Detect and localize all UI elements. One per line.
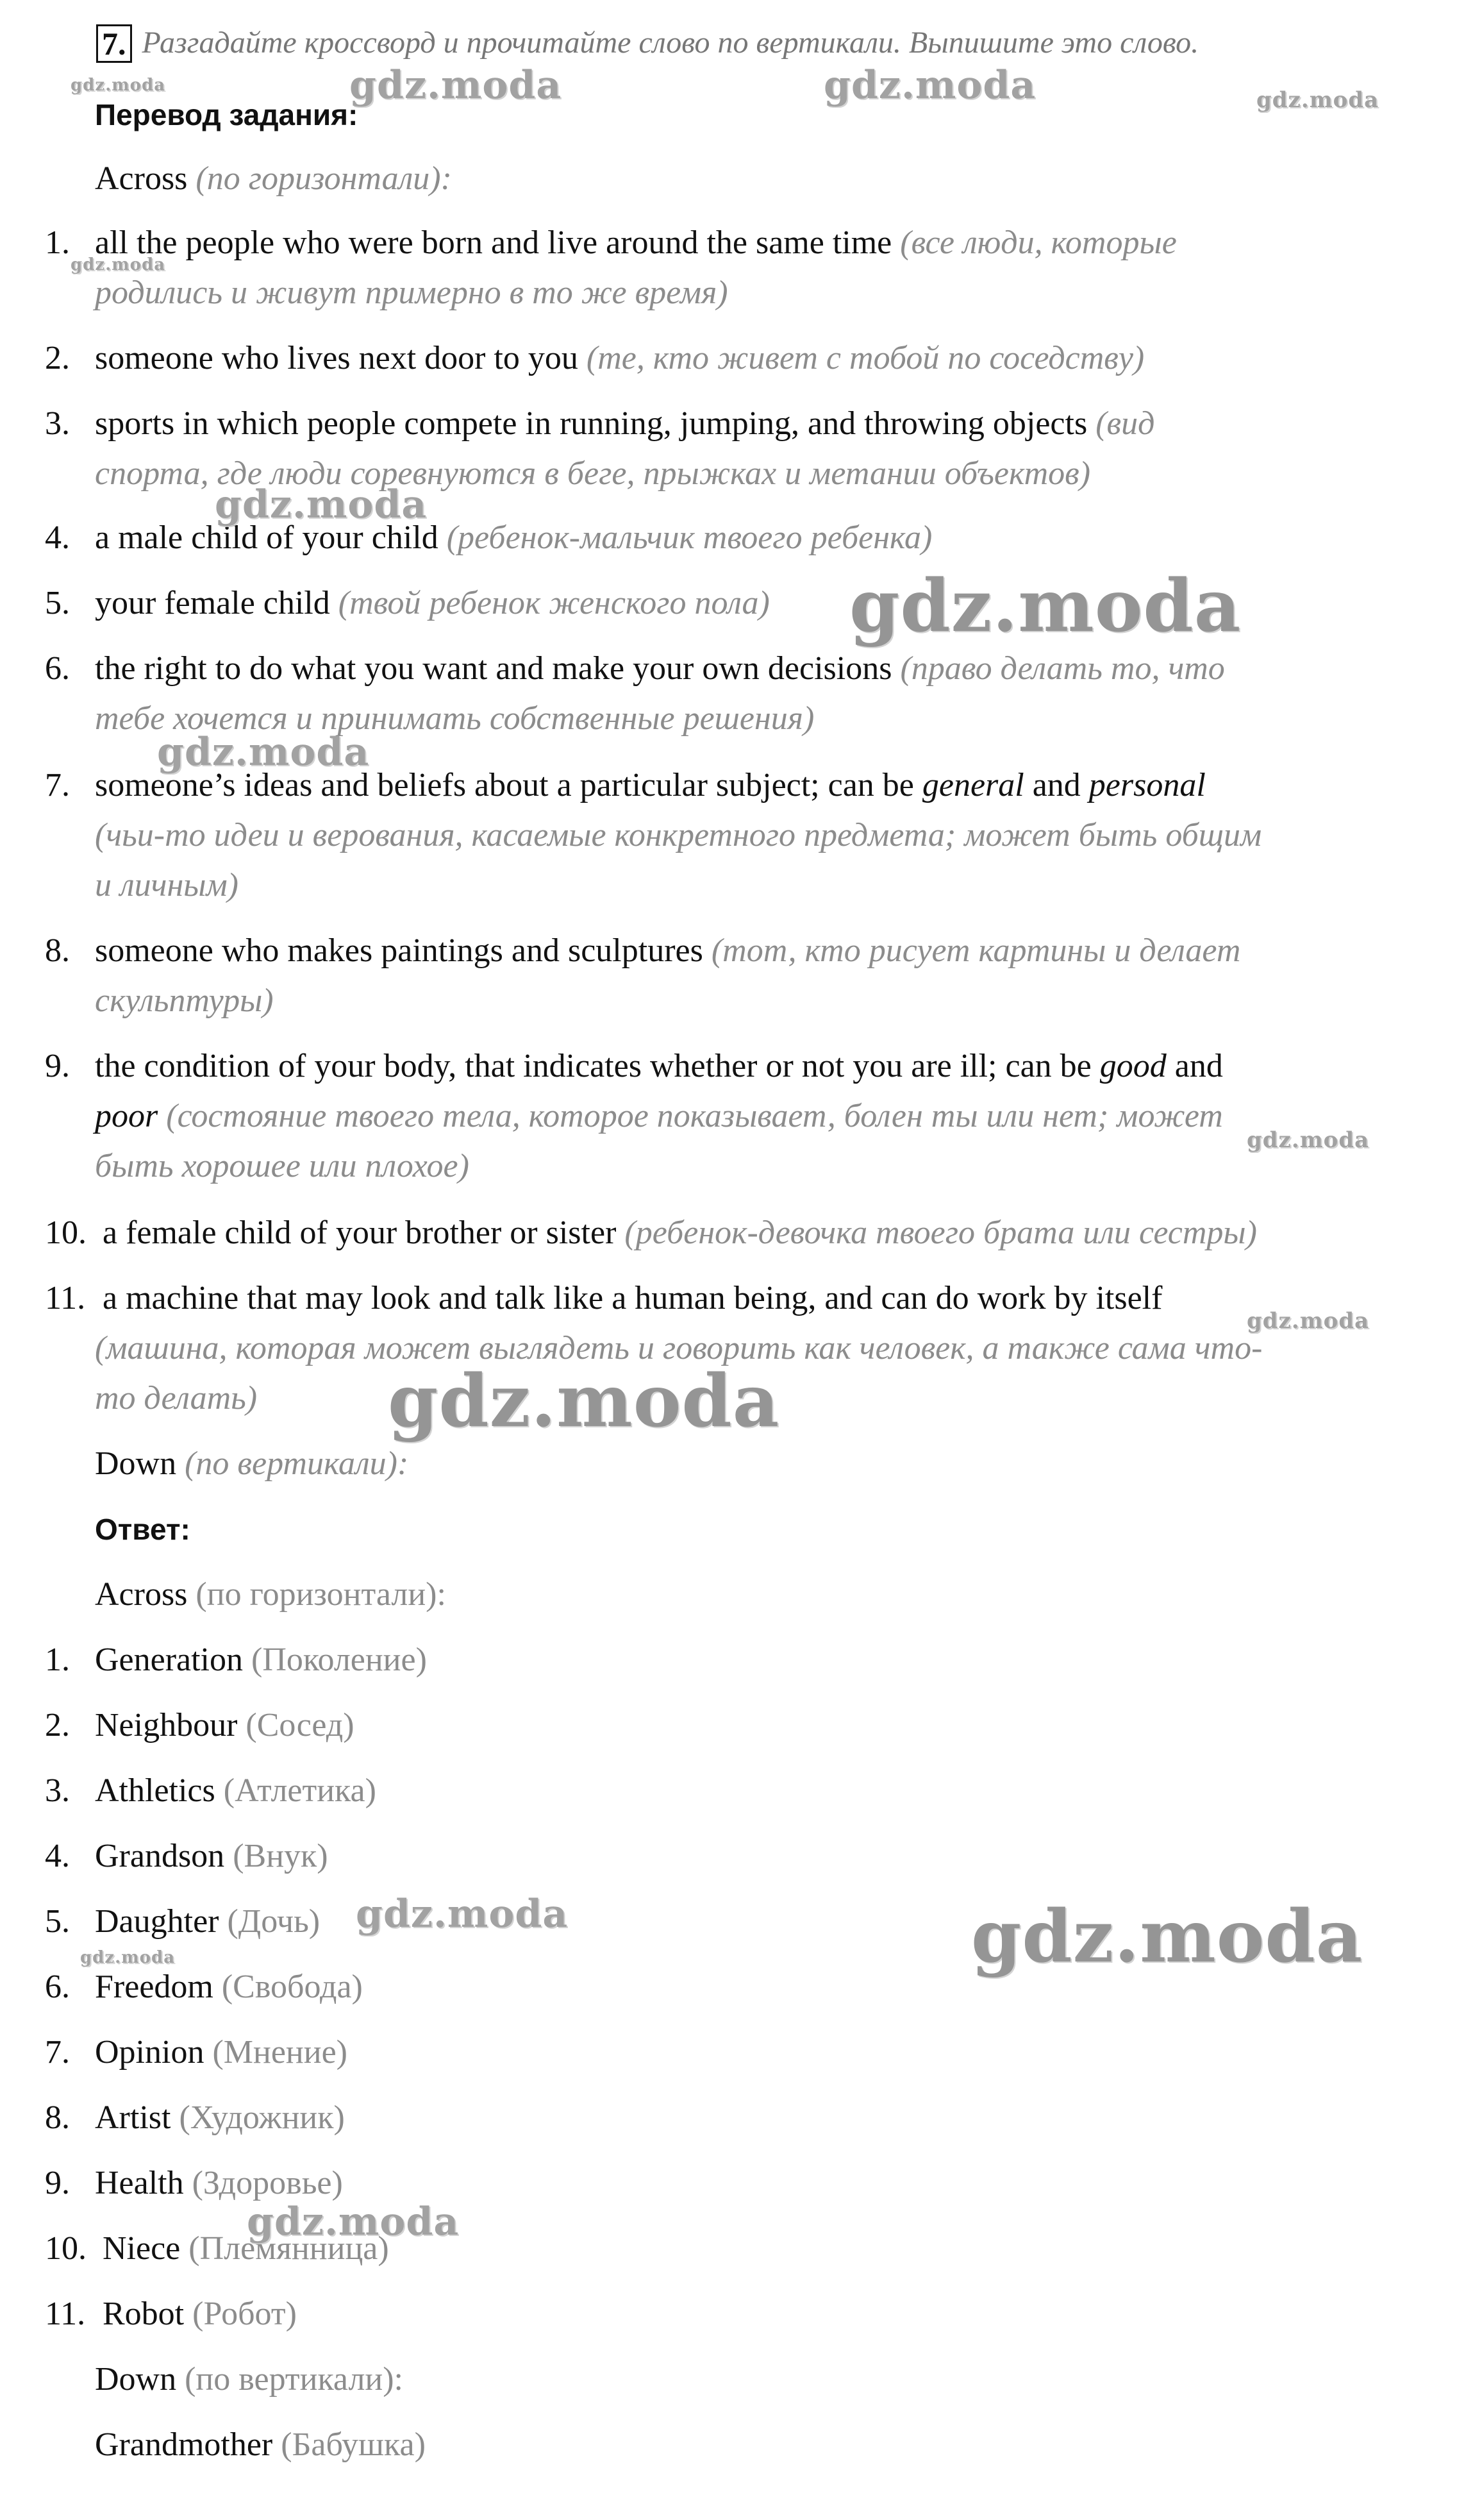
answer-number: 5. xyxy=(45,1903,70,1940)
clue-number: 9. xyxy=(45,1048,70,1084)
answer-2: Neighbour (Сосед) xyxy=(95,1707,354,1743)
clue-number: 10. xyxy=(45,1214,87,1251)
clue-number: 1. xyxy=(45,224,70,261)
clue-8: someone who makes paintings and sculptures (тот, кто рисует картины и делает xyxy=(95,932,1241,969)
answer-5: Daughter (Дочь) xyxy=(95,1903,321,1940)
clue-number: 4. xyxy=(45,519,70,556)
clue-number: 3. xyxy=(45,405,70,442)
answer-down: Grandmother (Бабушка) xyxy=(95,2426,426,2463)
answer-number: 11. xyxy=(45,2296,86,2332)
answers-down-heading: Down (по вертикали): xyxy=(95,2361,404,2398)
watermark: gdz.moda xyxy=(849,564,1242,648)
task-instruction: Разгадайте кроссворд и прочитайте слово по вертикали. Выпишите это слово. xyxy=(142,26,1199,60)
answer-7: Opinion (Мнение) xyxy=(95,2034,347,2071)
watermark: gdz.moda xyxy=(1247,1127,1370,1153)
clue-1-cont: родились и живут примерно в то же время) xyxy=(95,274,728,311)
clue-8-cont: скульптуры) xyxy=(95,982,274,1019)
clue-1: all the people who were born and live around the same time (все люди, которые xyxy=(95,224,1177,261)
clue-9-cont2: быть хорошее или плохое) xyxy=(95,1148,469,1184)
answer-number: 4. xyxy=(45,1838,70,1874)
answer-10: Niece (Племянница) xyxy=(103,2230,389,2267)
answer-number: 3. xyxy=(45,1772,70,1809)
down-heading: Down (по вертикали): xyxy=(95,1445,409,1482)
clue-7: someone’s ideas and beliefs about a particular subject; can be general and personal xyxy=(95,767,1206,803)
watermark: gdz.moda xyxy=(215,482,428,527)
answer-number: 7. xyxy=(45,2034,70,2071)
clue-3-cont: спорта, где люди соревнуются в беге, прыжках и метании объектов) xyxy=(95,455,1091,492)
answer-4: Grandson (Внук) xyxy=(95,1838,328,1874)
clue-5: your female child (твой ребенок женского пола) xyxy=(95,585,770,621)
answer-header: Ответ: xyxy=(95,1513,190,1546)
clue-9-cont: poor (состояние твоего тела, которое показывает, болен ты или нет; может xyxy=(95,1098,1223,1134)
watermark: gdz.moda xyxy=(247,2199,460,2244)
clue-6: the right to do what you want and make your own decisions (право делать то, что xyxy=(95,650,1225,687)
answer-number: 10. xyxy=(45,2230,87,2267)
clue-11: a machine that may look and talk like a human being, and can do work by itself xyxy=(103,1280,1163,1316)
watermark: gdz.moda xyxy=(824,63,1037,108)
clue-11-cont: (машина, которая может выглядеть и говорить как человек, а также сама что- xyxy=(95,1330,1263,1366)
answer-number: 1. xyxy=(45,1642,70,1678)
answer-8: Artist (Художник) xyxy=(95,2099,345,2136)
across-heading: Across (по горизонтали): xyxy=(95,160,452,197)
watermark: gdz.moda xyxy=(71,255,166,274)
watermark: gdz.moda xyxy=(349,63,562,108)
answer-9: Health (Здоровье) xyxy=(95,2165,343,2201)
clue-number: 2. xyxy=(45,340,70,376)
answer-number: 8. xyxy=(45,2099,70,2136)
clue-11-cont2: то делать) xyxy=(95,1380,258,1416)
watermark: gdz.moda xyxy=(971,1895,1363,1979)
clue-2: someone who lives next door to you (те, кто живет с тобой по соседству) xyxy=(95,340,1145,376)
clue-number: 8. xyxy=(45,932,70,969)
answer-3: Athletics (Атлетика) xyxy=(95,1772,376,1809)
answer-1: Generation (Поколение) xyxy=(95,1642,427,1678)
clue-3: sports in which people compete in running, jumping, and throwing objects (вид xyxy=(95,405,1155,442)
task-header xyxy=(96,24,1199,63)
clue-9: the condition of your body, that indicates whether or not you are ill; can be good and xyxy=(95,1048,1223,1084)
watermark: gdz.moda xyxy=(1256,87,1379,113)
clue-number: 7. xyxy=(45,767,70,803)
clue-7-cont: (чьи-то идеи и верования, касаемые конкретного предмета; может быть общим xyxy=(95,817,1262,853)
watermark: gdz.moda xyxy=(1247,1308,1370,1334)
answer-number: 9. xyxy=(45,2165,70,2201)
watermark: gdz.moda xyxy=(388,1359,780,1443)
watermark: gdz.moda xyxy=(356,1892,569,1936)
clue-7-cont2: и личным) xyxy=(95,867,238,903)
answer-number: 6. xyxy=(45,1969,70,2005)
clue-4: a male child of your child (ребенок-мальчик твоего ребенка) xyxy=(95,519,933,556)
task-number: 7. xyxy=(96,24,132,63)
answers-across-heading: Across (по горизонтали): xyxy=(95,1576,446,1613)
answer-6: Freedom (Свобода) xyxy=(95,1969,363,2005)
clue-number: 5. xyxy=(45,585,70,621)
watermark: gdz.moda xyxy=(80,1948,176,1967)
answer-number: 2. xyxy=(45,1707,70,1743)
watermark: gdz.moda xyxy=(157,730,370,775)
clue-number: 6. xyxy=(45,650,70,687)
clue-number: 11. xyxy=(45,1280,86,1316)
translation-header: Перевод задания: xyxy=(95,98,358,131)
clue-10: a female child of your brother or sister (ребенок-девочка твоего брата или сестры) xyxy=(103,1214,1257,1251)
clue-6-cont: тебе хочется и принимать собственные решения) xyxy=(95,700,815,737)
answer-11: Robot (Робот) xyxy=(103,2296,297,2332)
watermark: gdz.moda xyxy=(71,76,166,95)
